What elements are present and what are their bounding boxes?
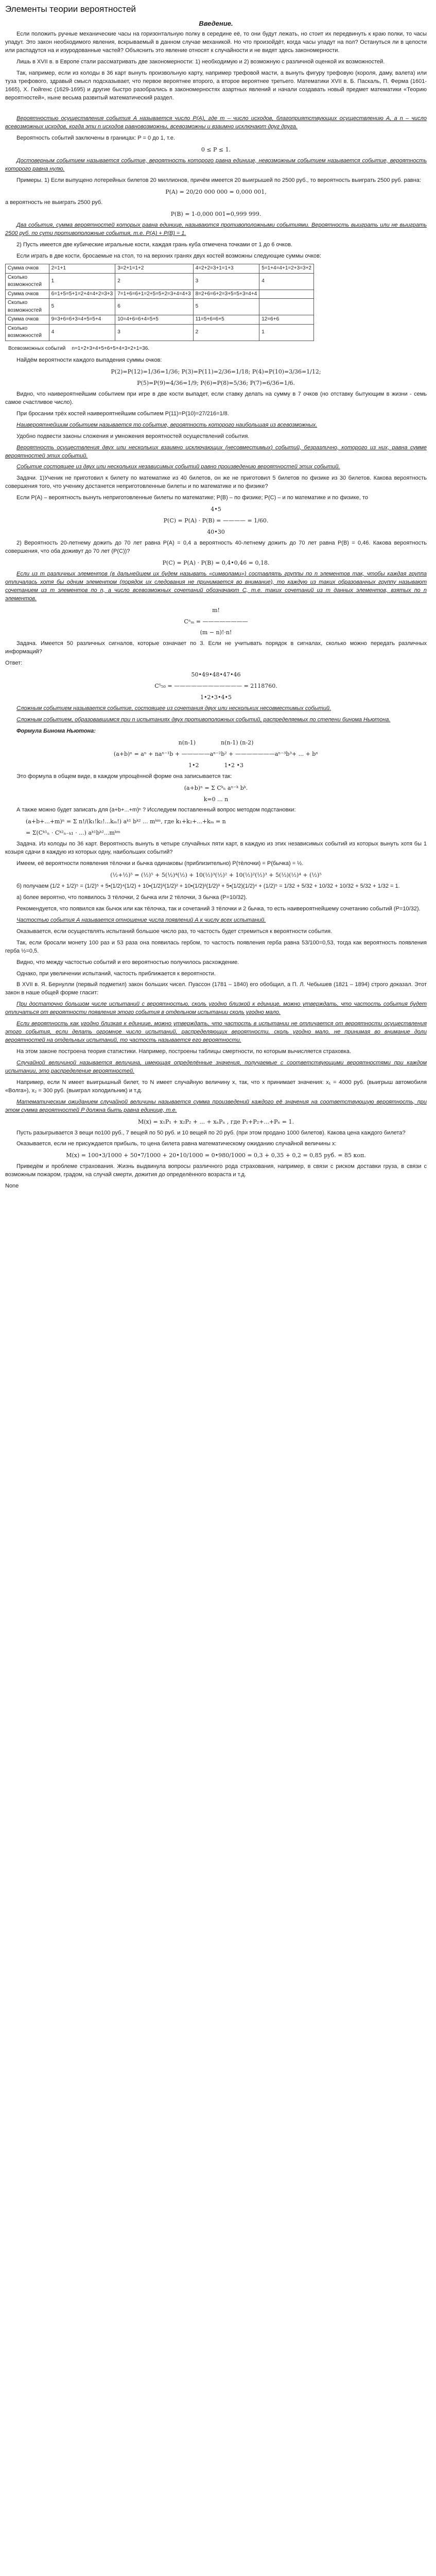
paragraph: Это формула в общем виде, в каждом упрощённой форме она записывается так:: [16, 773, 232, 779]
dice-table-row-label: Сумма очков: [6, 315, 49, 325]
binomial-top-right: n(n-1) (n-2): [221, 739, 254, 746]
formula-problem-1-denominator: 40•30: [207, 529, 225, 536]
page-title: Элементы теории вероятностей: [5, 4, 136, 14]
paragraph: Имеем, её вероятности появления тёлочки и бычка одинаковы (приблизительно) P(тёлочки) = P(бычка) = ½.: [16, 860, 304, 867]
definition-probability: Вероятностью осуществления события А называется число P(A), где m – число исходов, благоприятствующих осуществлению А, а n – число всевозможных исходов, когда эти n исходов равновозможны, всевозможны и взаимно исключают друг друга.: [5, 115, 427, 130]
formula-binomial-sum: (a+b)ⁿ = Σ Cᵏₙ aⁿ⁻ᵏ bᵏ.: [184, 784, 248, 791]
formula-lottery-win: P(A) = 20/20 000 000 = 0,000 001,: [165, 188, 267, 195]
paragraph: А также можно будет записать для (a+b+...+m)ⁿ ? Исследуем поставленный вопрос методом подстановки:: [16, 807, 296, 814]
problem-1: Задачи. 1)Ученик не приготовил к билету по математике из 40 билетов, он же не приготовил 5 билетов по физике из 30 билетов. Какова вероятность совершения того, что ученику достанется неприготовленные билеты и по математике и по физике?: [5, 475, 427, 490]
paragraph: Оказывается, если осуществлять испытаний большое число раз, то частость будет стремиться к вероятности события.: [16, 928, 333, 935]
formula-answer-denominator: 1•2•3•4•5: [200, 694, 232, 701]
paragraph: Например, если N имеет выигрышный билет, то N имеет случайную величину x, так, что x принимает значения: x₁ = 4000 руб. (выигрыш автомобиля «Волга»), x₂ = 300 руб. (выиграл холодильник) и т.д.: [5, 1079, 427, 1094]
dice-table-cell: [259, 290, 314, 299]
dice-table-cell: 1: [259, 324, 314, 341]
formula-answer-numerator: 50•49•48•47•46: [191, 671, 241, 679]
dice-total-value: n=1+2+3+4+5+6+5+4+3+2+1=36.: [72, 345, 150, 351]
dice-table-row-label: Сумма очков: [6, 290, 49, 299]
paragraph: Вероятность событий заключены в границах: P = 0 до 1, т.е.: [16, 134, 176, 141]
formula-combination-numerator: m!: [212, 606, 220, 614]
paragraph: а) более вероятно, что появилось 3 тёлочки, 2 бычка или 2 тёлочки, 3 бычка (P=10/32).: [16, 894, 248, 901]
dice-table-row-label: Сколько возможностей: [6, 273, 49, 290]
formula-bounds: 0 ≤ P ≤ 1.: [201, 146, 231, 153]
dice-table-cell: 5: [193, 299, 259, 315]
formula-problem-2: P(C) = P(A) · P(B) = 0,4•0,46 = 0,18.: [162, 559, 270, 566]
document-page: [0, 0, 436, 1196]
dice-table-cell: 5=1+4=4+1=2+3=3+2: [259, 264, 314, 274]
dice-table-cell: 6=1+5=5+1=2+4=4+2=3+3: [49, 290, 115, 299]
formula-lottery-lose: P(B) = 1-0,000 001=0,999 999.: [170, 211, 261, 218]
paragraph: Если P(A) – вероятность вынуть неприготовленные билеты по математике; P(B) – по физике; P(C) – и по математике и по физике, то: [16, 495, 368, 501]
dice-table-cell: [259, 299, 314, 315]
paragraph: Лишь в XVII в. в Европе стали рассматривать две закономерности: 1) необходимую и 2) возможную с различной оценкой их возможностей.: [16, 59, 385, 65]
paragraph: В XVII в. Я. Бернулли (первый подметил) закон больших чисел. Пуассон (1781 – 1840) его обобщил, а П. Л. Чебышев (1821 – 1894) строго доказал. Этот закон в наше общей форме гласит:: [5, 981, 427, 996]
problem-3: Задача. Имеется 50 различных сигналов, которые означает по 3. Если не учитывать порядок в сигналах, сколько можно передать различных информаций?: [5, 640, 427, 655]
paragraph: При бросании трёх костей наивероятнейшим событием P(11)=P(10)=27/216=1/8.: [16, 410, 229, 417]
dice-table-cell: 2=1+1: [49, 264, 115, 274]
binomial-heading: Формула Бинома Ньютона:: [16, 727, 96, 734]
dice-table-row: [6, 290, 314, 299]
formula-combination-denominator: (m − n)!·n!: [200, 629, 232, 636]
formula-dice-probabilities-1: P(2)=P(12)=1/36=1/36; P(3)=P(11)=2/36=1/18; P(4)=P(10)=3/36=1/12;: [111, 368, 321, 376]
dice-table-row-label: Сумма очков: [6, 264, 49, 274]
paragraph: Так, например, если из колоды в 36 карт вынуть произвольную карту, например трефовой масти, а вынуть фигуру трефовую (короля, даму, валета) или туза трефового, здравый смысл подсказывает, что первое вероятнее второго, а второе вероятнее третьего. Математики XVII в. Б. Паскаль, П. Ферма (1601-1665), X. Гюйгенс (1629-1695) и другие быстро разобрались в закономерностях азартных явлений и начали создавать новый предмет математики «Теорию вероятностей», ныне весьма развитый математический раздел.: [5, 70, 427, 101]
example-lottery: Примеры. 1) Если выпущено лотерейных билетов 20 миллионов, причём имеется 20 выигрышей по 2500 руб., то вероятность выиграть 2500 руб. равна:: [16, 177, 421, 183]
answer-label: Ответ:: [5, 660, 23, 667]
formula-polynomial-1: (a+b+...+m)ⁿ = Σ n!/(k₁!k₂!...kₘ!) aᵏ¹ bᵏ² ... mᵏᵐ, где k₁+k₂+...+kₘ = n: [26, 818, 226, 825]
definition-most-probable: Наивероятнейшим событием называется то событие, вероятность которого наибольшая из всевозможных.: [16, 421, 318, 428]
definition-multiplication-law: Событие состоящее из двух или нескольких независимых событий равно произведению вероятностей этих событий.: [16, 464, 340, 470]
section-heading-introduction: Введение.: [199, 19, 233, 27]
dice-table-cell: 8=2+6=6+2=3+5=5+3=4+4: [193, 290, 259, 299]
dice-table-row-label: Сколько возможностей: [6, 299, 49, 315]
paragraph: Если играть в две кости, бросаемые на стол, то на верхних гранях двух костей возможны следующие суммы очков:: [16, 253, 322, 260]
dice-table-row: [6, 315, 314, 325]
paragraph: б) получаем (1/2 + 1/2)⁵ = (1/2)⁵ + 5•(1/2)⁴(1/2) + 10•(1/2)³(1/2)² + 10•(1/2)²(1/2)³ + 5•(1/2)(1/2)⁴ + (1/2)⁵ = 1/32 + 5/32 + 10/32 + 10/32 + 5/32 + 1/32 = 1.: [16, 883, 400, 890]
footer-text: None: [5, 1183, 19, 1190]
formula-problem-4: (½+½)⁵ = (½)⁵ + 5(½)⁴(½) + 10(½)³(½)² + 10(½)²(½)³ + 5(½)(½)⁴ + (½)⁵: [110, 872, 322, 879]
paragraph: Пусть разыгрывается 3 вещи по100 руб., 7 вещей по 50 руб. и 10 вещей по 20 руб. (при этом продано 1000 билетов). Какова цена каждого билета?: [16, 1129, 406, 1136]
definition-opposite-events: Два события, сумма вероятностей которых равна единице, называются противоположными событиями. Вероятность выиграть или не выиграть 2500 руб. по сути противоположные события, т.е. P(A) + P(B) = 1.: [5, 222, 427, 237]
formula-expectation: M(x) = x₁P₁ + x₂P₂ + ... + xₙPₙ , где P₁+P₂+...+Pₙ = 1.: [137, 1118, 294, 1125]
law-of-large-numbers: При достаточно большом числе испытаний с вероятностью, сколь угодно близкой к единице, можно утверждать, что частость события будет отличаться от вероятности появления этого события в отдельном испытании сколь угодно мало.: [5, 1001, 427, 1016]
binomial-coefficients-top: [5, 739, 427, 747]
formula-binomial: (a+b)ⁿ = aⁿ + naⁿ⁻¹b + —————aⁿ⁻²b² + ———————aⁿ⁻³b³+ ... + bⁿ: [113, 750, 319, 757]
dice-table-cell: 4=2+2=3+1=1+3: [193, 264, 259, 274]
dice-table-cell: 9=3+6=6+3=4+5=5+4: [49, 315, 115, 325]
formula-binomial-sum-range: k=0 ... n: [203, 795, 229, 803]
dice-table-row: [6, 273, 314, 290]
dice-table-row: [6, 299, 314, 315]
spacer: [5, 106, 427, 115]
dice-table-cell: 3: [115, 324, 193, 341]
definition-frequency: Частостью события А называется отношение числа появлений А к числу всех испытаний.: [16, 917, 266, 923]
definition-certain-event: Достоверным событием называется событие, вероятность которого равна единице, невозможным событием называется событие, вероятность которого равна нулю.: [5, 157, 427, 172]
dice-table-cell: 1: [49, 273, 115, 290]
paragraph: Удобно подвести законы сложения и умножения вероятностей осуществлений события.: [16, 433, 250, 439]
formula-dice-probabilities-2: P(5)=P(9)=4/36=1/9; P(6)=P(8)=5/36; P(7)=6/36=1/6.: [137, 379, 295, 386]
paragraph: Оказывается, если не присуждается прибыль, то цена билета равна математическому ожиданию случайной величины x:: [16, 1141, 337, 1147]
problem-2: 2) Вероятность 20-летнему дожить до 70 лет равна P(A) = 0,4 а вероятность 40-летнему дожить до 70 лет равна P(B) = 0,46. Какова вероятность совершения, что оба доживут до 70 лет (P(С))?: [5, 540, 427, 554]
paragraph: Так, если бросали монету 100 раз и 53 раза она появилась гербом, то частость появления герба равна 53/100=0,53, тогда как вероятность появления герба ½=0,5.: [5, 939, 427, 954]
dice-total-label: Всевозможных событий: [8, 345, 66, 351]
paragraph: Однако, при увеличении испытаний, частость приближается к вероятности.: [16, 970, 216, 977]
dice-table-cell: 3: [193, 273, 259, 290]
definition-complex-event-binomial: Сложным событием, образовавшимся при n испытаниях двух противоположных событий, распределяемых по степени бинома Ньютона.: [16, 716, 391, 723]
dice-table-cell: 6: [115, 299, 193, 315]
definition-expectation: Математическим ожиданием случайной величины называется сумма произведений каждого её значения на соответствующую вероятность, при этом сумма вероятностей P должна быть равна единице, т.е.: [5, 1098, 427, 1113]
definition-addition-law: Вероятность осуществления двух или нескольких взаимно исключающих (несовместимых) событий, безразлично, которого из них, равна сумме вероятностей этих событий.: [5, 444, 427, 459]
paragraph: Если положить ручные механические часы на горизонтальную полку в середине её, то они будут лежать, но стоит их передвинуть к краю полки, то часы упадут. Это закон необходимого явления, вскрываемый в данном случае механикой. Но что произойдёт, когда часы упадут на пол? Остануться ли в целости или распадутся на и изуродованные частей? Объяснить это явление относят к случайности и не видят здесь закономерности.: [5, 31, 427, 54]
paragraph: Видно, что наивероятнейшим событием при игре в две кости выпадет, если ставку делать на сумму в 7 очков (но отставку бытующим в жизни - семь самое счастливое число).: [5, 391, 427, 405]
binomial-bottom-right: 1•2 •3: [224, 761, 243, 769]
formula-expectation-example: M(x) = 100•3/1000 + 50•7/1000 + 20•10/1000 = 0•980/1000 = 0,3 + 0,35 + 0,2 = 0,85 руб. = 85 коп.: [66, 1152, 366, 1159]
dice-table-row-label: Сколько возможностей: [6, 324, 49, 341]
dice-table-cell: 12=6+6: [259, 315, 314, 325]
paragraph: Рекомендуется, что появился как бычок или как тёлочка, так и сочетаний 3 тёлочки и 2 бычка, то есть наивероятнейшему сочетанию событий (P=10/32).: [16, 905, 421, 912]
formula-problem-1-numerator: 4•5: [211, 506, 221, 513]
dice-total-row: [5, 345, 152, 353]
dice-table-cell: 4: [259, 273, 314, 290]
paragraph: а вероятность не выиграть 2500 руб.: [5, 199, 103, 206]
dice-table-cell: 10=4+6=6+4=5+5: [115, 315, 193, 325]
dice-table-row: [6, 264, 314, 274]
formula-problem-1: P(C) = P(A) · P(B) = ———— = 1/60.: [163, 517, 269, 524]
definition-random-variable: Случайной величиной называется величина, имеющая определённые значения, получаемые с соответствующими вероятностями при каждом испытании, это распределение вероятностей.: [5, 1059, 427, 1074]
paragraph: Видно, что между частостью событий и его вероятностью получилось расхождение.: [16, 959, 239, 965]
definition-combination: Если из m различных элементов (в дальнейшем их будем называть «символами») составлять группы по n элементов так, чтобы каждая группа отличалась хотя бы одним элементом (порядок их следования не принимается во внимание), то каждую из таких образованных группу называют сочетанием из m элементов по n, а число всевозможных сочетаний обозначают C, т.е. таких сочетаний из m данных элементов, взятых по n элементов.: [5, 570, 427, 602]
paragraph: Найдём вероятности каждого выпадения суммы очков:: [16, 357, 162, 364]
dice-table-cell: 3=2+1=1+2: [115, 264, 193, 274]
dice-table-cell: 2: [115, 273, 193, 290]
dice-table-cell: 7=1+6=6+1=2+5=5+2=3+4=4+3: [115, 290, 193, 299]
dice-table-cell: 4: [49, 324, 115, 341]
dice-sum-table: [5, 264, 314, 341]
definition-complex-event: Сложным событием называется событие, состоящее из сочетания двух или нескольких несовместимых событий.: [16, 705, 332, 712]
paragraph: На этом законе построена теория статистики. Например, построены таблицы смертности, по которым вычисляется страховка.: [16, 1048, 352, 1055]
example-dice: 2) Пусть имеется две кубические игральные кости, каждая грань куба отмечена точками от 1 до 6 очков.: [16, 242, 293, 248]
definition-probability-frequency: Если вероятность как угодно близкая к единице, можно утверждать, что частость в испытании не отличается от вероятности осуществления этого события, если делать огромное число испытаний, распределяющих вероятности, сколь угодно мало, не принимая во внимание доли вероятностей на отдельных испытаний, то частость называется его вероятности.: [5, 1021, 427, 1044]
dice-table-cell: 5: [49, 299, 115, 315]
dice-table-cell: 11=5+6=6+5: [193, 315, 259, 325]
paragraph: Приведём и проблеме страхования. Жизнь выдвинула вопросы различного рода страхования, например, в связи с риском доставки груза, в связи с возможным пожаром, градом, на случай смерти, дожития до определённого возраста и т.д.: [5, 1163, 427, 1178]
problem-4: Задача. Из колоды по 36 карт. Вероятность вынуть в четыре случайных пяти карт, в каждую из этих независимых событий из которых вынуть хотя бы 1 козыря сдачи в каждую из которых одну, наибольших событий?: [5, 841, 427, 856]
binomial-top-left: n(n-1): [178, 739, 196, 746]
formula-combination: Cⁿₘ = ————————: [184, 618, 248, 625]
binomial-coefficients-bottom: [5, 761, 427, 770]
dice-table-row: [6, 324, 314, 341]
dice-table-cell: 2: [193, 324, 259, 341]
binomial-bottom-left: 1•2: [188, 761, 199, 769]
formula-polynomial-2: = Σ(Cᵏ¹ₙ · Cᵏ²ₙ₋ₖ₁ · ...) aᵏ¹bᵏ²...mᵏᵐ: [26, 829, 120, 837]
formula-answer: C⁵₅₀ = ———————————— = 2118760.: [154, 683, 277, 690]
